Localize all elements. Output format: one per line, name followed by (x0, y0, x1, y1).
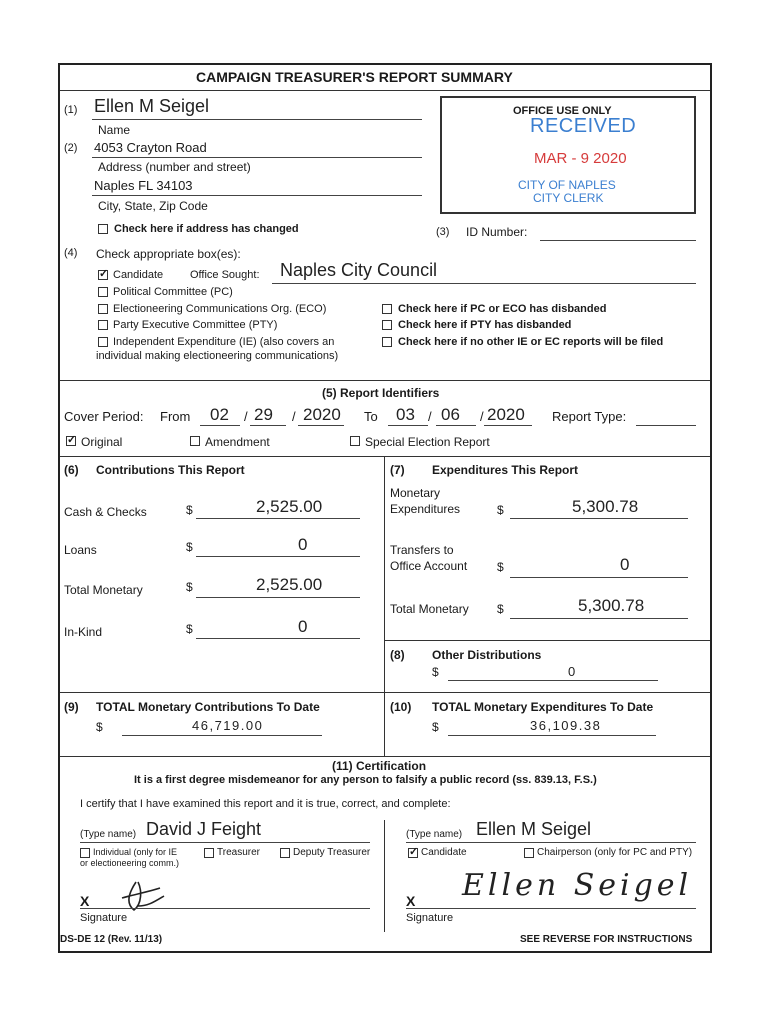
name-value: Ellen M Seigel (94, 96, 210, 116)
candidate-signature-label: Signature (406, 912, 454, 924)
treasurer-signature-label: Signature (80, 912, 128, 924)
section3-number: (3) (436, 226, 450, 238)
name-label: Name (98, 123, 131, 137)
type-name-label: (Type name) (406, 829, 463, 840)
eco-checkbox[interactable] (98, 304, 108, 314)
total-contributions-to-date-line (122, 735, 322, 736)
transfers-label2: Office Account (390, 559, 468, 573)
to-month-line (388, 425, 428, 426)
ie-label-line1: Independent Expenditure (IE) (also covers an (113, 336, 335, 348)
disband-pty-label: Check here if PTY has disbanded (398, 319, 572, 331)
total-expenditures-line (510, 618, 688, 619)
treasurer-checkbox[interactable] (204, 848, 214, 858)
dollar-sign: $ (186, 503, 193, 517)
type-name-label: (Type name) (80, 829, 137, 840)
office-sought-line (272, 283, 696, 284)
section6-number: (6) (64, 463, 79, 477)
candidate-cert-label: Candidate (421, 847, 467, 858)
total-expenditures-to-date-line (448, 735, 656, 736)
treasurer-signature-mark (108, 876, 178, 916)
report-type-label: Report Type: (552, 409, 627, 424)
other-distributions-value: 0 (568, 664, 576, 679)
section7-number: (7) (390, 463, 405, 477)
from-day: 29 (254, 405, 273, 424)
contributions-heading: Contributions This Report (96, 463, 245, 477)
section9-number: (9) (64, 700, 79, 714)
dollar-sign: $ (186, 580, 193, 594)
to-day: 06 (441, 405, 460, 424)
to-month: 03 (396, 405, 415, 424)
to-label: To (364, 409, 378, 424)
dollar-sign: $ (432, 720, 439, 734)
cover-period-label: Cover Period: (64, 409, 144, 424)
individual-label-line1: Individual (only for IE (93, 847, 178, 857)
other-distributions-line (448, 680, 658, 681)
city-label: City, State, Zip Code (98, 199, 208, 213)
dollar-sign: $ (497, 602, 504, 616)
treasurer-signature-x: X (80, 893, 90, 909)
special-election-checkbox[interactable] (350, 436, 360, 446)
city-line (92, 195, 422, 196)
certify-statement: I certify that I have examined this report and it is true, correct, and complete: (80, 798, 451, 810)
cash-checks-value: 2,525.00 (256, 497, 323, 516)
from-year: 2020 (303, 405, 341, 424)
date-slash: / (480, 409, 484, 424)
individual-checkbox[interactable] (80, 848, 90, 858)
in-kind-label: In-Kind (64, 625, 103, 639)
dollar-sign: $ (186, 622, 193, 636)
total-contributions-to-date-value: 46,719.00 (192, 718, 264, 733)
report-identifiers-heading: (5) Report Identifiers (322, 386, 440, 400)
total-contributions-value: 2,525.00 (256, 575, 323, 594)
address-changed-checkbox[interactable] (98, 224, 108, 234)
candidate-name-line (406, 842, 696, 843)
date-slash: / (244, 409, 248, 424)
candidate-label: Candidate (113, 269, 164, 281)
in-kind-value: 0 (298, 617, 308, 636)
eco-label: Electioneering Communications Org. (ECO) (113, 303, 327, 315)
dollar-sign: $ (432, 665, 439, 679)
transfers-line (510, 577, 688, 578)
candidate-checkbox[interactable] (98, 270, 108, 280)
misdemeanor-warning: It is a first degree misdemeanor for any person to falsify a public record (ss. 839.13, F.S.) (134, 774, 597, 786)
dollar-sign: $ (497, 503, 504, 517)
column-divider (384, 820, 385, 932)
dollar-sign: $ (186, 540, 193, 554)
divider (60, 692, 710, 693)
id-number-field[interactable] (540, 240, 696, 241)
pty-checkbox[interactable] (98, 320, 108, 330)
loans-label: Loans (64, 543, 97, 557)
dollar-sign: $ (497, 560, 504, 574)
divider (60, 756, 710, 757)
total-contributions-to-date-heading: TOTAL Monetary Contributions To Date (96, 700, 320, 714)
total-expenditures-to-date-value: 36,109.38 (530, 718, 602, 733)
section2-number: (2) (64, 142, 78, 154)
amendment-checkbox[interactable] (190, 436, 200, 446)
candidate-cert-checkbox[interactable] (408, 848, 418, 858)
candidate-signature-line[interactable] (406, 908, 696, 909)
to-year: 2020 (487, 405, 525, 424)
form-title: CAMPAIGN TREASURER'S REPORT SUMMARY (196, 69, 513, 85)
monetary-expenditures-label1: Monetary (390, 486, 441, 500)
received-stamp: RECEIVED (530, 115, 637, 137)
check-boxes-label: Check appropriate box(es): (96, 247, 241, 261)
loans-value: 0 (298, 535, 308, 554)
disband-pty-checkbox[interactable] (382, 320, 392, 330)
candidate-name: Ellen M Seigel (476, 819, 592, 839)
transfers-label1: Transfers to (390, 543, 454, 557)
divider (60, 380, 710, 381)
section8-number: (8) (390, 648, 405, 662)
loans-line (196, 556, 360, 557)
total-expenditures-to-date-heading: TOTAL Monetary Expenditures To Date (432, 700, 654, 714)
special-election-label: Special Election Report (365, 435, 490, 449)
pc-label: Political Committee (PC) (113, 286, 233, 298)
date-slash: / (292, 409, 296, 424)
candidate-signature: Ellen Seigel (462, 868, 693, 903)
street-line (92, 157, 422, 158)
chairperson-checkbox[interactable] (524, 848, 534, 858)
total-contributions-label: Total Monetary (64, 583, 143, 597)
from-year-line (298, 425, 344, 426)
total-expenditures-value: 5,300.78 (578, 596, 645, 615)
monetary-expenditures-label2: Expenditures (390, 502, 461, 516)
section1-number: (1) (64, 104, 78, 116)
to-year-line (484, 425, 532, 426)
section10-number: (10) (390, 700, 412, 714)
form-id: DS-DE 12 (Rev. 11/13) (60, 934, 163, 945)
original-label: Original (81, 435, 123, 449)
deputy-treasurer-label: Deputy Treasurer (293, 847, 371, 858)
disband-pc-label: Check here if PC or ECO has disbanded (398, 303, 607, 315)
column-divider (384, 456, 385, 756)
transfers-value: 0 (620, 555, 630, 574)
city-value: Naples FL 34103 (94, 178, 193, 193)
original-checkbox[interactable] (66, 436, 76, 446)
treasurer-signature-line[interactable] (80, 908, 370, 909)
from-day-line (250, 425, 286, 426)
office-use-label: OFFICE USE ONLY (513, 105, 612, 117)
ie-checkbox[interactable] (98, 337, 108, 347)
treasurer-label: Treasurer (217, 847, 260, 858)
individual-label-line2: or electioneering comm.) (80, 858, 180, 868)
deputy-treasurer-checkbox[interactable] (280, 848, 290, 858)
ie-label-line2: individual making electioneering communications) (96, 350, 339, 362)
from-month-line (200, 425, 240, 426)
candidate-signature-x: X (406, 893, 416, 909)
chairperson-label: Chairperson (only for PC and PTY) (537, 847, 693, 858)
monetary-expenditures-line (510, 518, 688, 519)
to-day-line (436, 425, 476, 426)
no-other-reports-label: Check here if no other IE or EC reports will be filed (398, 336, 664, 348)
certification-heading: (11) Certification (332, 759, 427, 773)
divider (60, 90, 710, 91)
city-clerk-stamp: CITY CLERK (533, 191, 604, 205)
other-distributions-heading: Other Distributions (432, 648, 542, 662)
pc-checkbox[interactable] (98, 287, 108, 297)
total-expenditures-label: Total Monetary (390, 602, 469, 616)
section4-number: (4) (64, 247, 78, 259)
from-month: 02 (210, 405, 229, 424)
street-value: 4053 Crayton Road (94, 140, 207, 155)
see-reverse-instructions: SEE REVERSE FOR INSTRUCTIONS (520, 934, 693, 945)
report-type-field[interactable] (636, 425, 696, 426)
address-changed-label: Check here if address has changed (114, 223, 299, 235)
treasurer-name-line (80, 842, 370, 843)
disband-pc-checkbox[interactable] (382, 304, 392, 314)
office-sought-value: Naples City Council (280, 260, 438, 280)
city-of-naples-stamp: CITY OF NAPLES (518, 178, 616, 192)
pty-label: Party Executive Committee (PTY) (113, 319, 278, 331)
treasurer-name: David J Feight (146, 819, 262, 839)
dollar-sign: $ (96, 720, 103, 734)
amendment-label: Amendment (205, 435, 270, 449)
street-label: Address (number and street) (98, 160, 251, 174)
received-date: MAR - 9 2020 (534, 150, 627, 167)
monetary-expenditures-value: 5,300.78 (572, 497, 639, 516)
no-other-reports-checkbox[interactable] (382, 337, 392, 347)
cash-checks-line (196, 518, 360, 519)
office-sought-label: Office Sought: (190, 269, 260, 281)
from-label: From (160, 409, 191, 424)
total-contributions-line (196, 597, 360, 598)
id-number-label: ID Number: (466, 225, 528, 239)
divider (384, 640, 710, 641)
expenditures-heading: Expenditures This Report (432, 463, 579, 477)
date-slash: / (428, 409, 432, 424)
divider (60, 456, 710, 457)
in-kind-line (196, 638, 360, 639)
cash-checks-label: Cash & Checks (64, 505, 147, 519)
name-line (92, 119, 422, 120)
